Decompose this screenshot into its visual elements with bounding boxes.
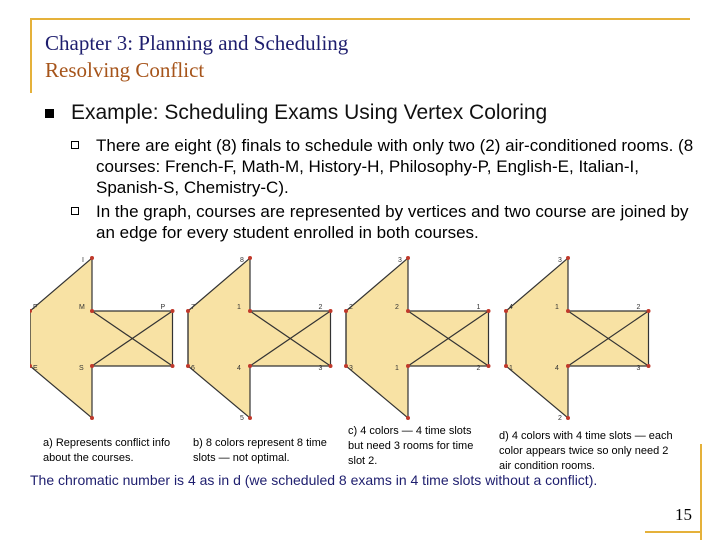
graph-4-label: 2 (636, 304, 641, 311)
graph-3-label: 2 (395, 304, 399, 311)
graph-1-vertex (90, 309, 94, 313)
graph-1-shape (30, 258, 173, 418)
subtitle-text: Resolving Conflict (45, 58, 205, 82)
footer-note: The chromatic number is 4 as in d (we scheduled 8 exams in 4 time slots without a conflict). (30, 472, 598, 488)
graph-3-label: 3 (398, 257, 402, 264)
graph-2-vertex (329, 364, 333, 368)
graph-2-label: 6 (191, 365, 195, 372)
graph-3-label: 1 (476, 304, 481, 311)
graph-2-label: 5 (240, 415, 244, 422)
hollow-square-bullet-icon (71, 141, 79, 149)
graph-3-vertex (406, 256, 410, 260)
graph-1-label: I (82, 257, 84, 264)
graph-1-label: E (33, 365, 38, 372)
main-bullet-text: Example: Scheduling Exams Using Vertex Coloring (71, 101, 548, 124)
graph-2-vertex (248, 416, 252, 420)
graph-4-vertex (504, 309, 508, 313)
graph-4-vertex (566, 256, 570, 260)
graph-1-vertex (90, 364, 94, 368)
frame-bottom-line (645, 531, 701, 533)
caption-d: d) 4 colors with 4 time slots — each color appears twice so only need 2 air condition rooms. (499, 430, 673, 472)
graph-4-label: 2 (558, 415, 562, 422)
graph-3-vertex (487, 309, 491, 313)
square-bullet-icon (45, 109, 54, 118)
graph-3-vertex (406, 309, 410, 313)
sub-bullet-2-text: In the graph, courses are represented by vertices and two course are joined by an edge for every student enrolled in both courses. (96, 202, 689, 242)
graph-2-vertex (248, 256, 252, 260)
graph-4-shape (506, 258, 649, 418)
graph-2-label: 1 (237, 304, 241, 311)
graph-4-vertex (504, 364, 508, 368)
graph-1-label: P (160, 304, 166, 311)
caption-b: b) 8 colors represent 8 time slots — not optimal. (193, 437, 327, 464)
page-number: 15 (675, 505, 692, 524)
sub-bullet-2 (96, 201, 696, 243)
graph-3-label: 2 (349, 304, 353, 311)
graph-4-label: 4 (555, 365, 559, 372)
graph-1-label: F (33, 304, 38, 311)
graph-3-label: 2 (476, 365, 481, 372)
graph-4-label: 1 (509, 365, 513, 372)
graph-1-vertex (90, 416, 94, 420)
graph-3-vertex (344, 364, 348, 368)
graph-2-shape (188, 258, 331, 418)
hollow-square-bullet-icon (71, 207, 79, 215)
graph-2-label: 8 (240, 257, 244, 264)
graph-3-vertex (487, 364, 491, 368)
graph-1-vertex (171, 309, 175, 313)
graph-1-label: S (79, 365, 84, 372)
sub-bullet-1 (96, 135, 696, 198)
graph-3-shape (346, 258, 489, 418)
frame-top-line (30, 18, 690, 20)
frame-right-line (700, 444, 702, 540)
graph-4-label: 1 (555, 304, 559, 311)
graph-3-label: 3 (349, 365, 353, 372)
graph-1-label: M (79, 304, 85, 311)
graph-4-label: 4 (509, 304, 513, 311)
graph-4-vertex (566, 416, 570, 420)
graph-2-label: 3 (318, 365, 323, 372)
graph-2-vertex (186, 364, 190, 368)
graph-3-vertex (344, 309, 348, 313)
graph-1-vertex (171, 364, 175, 368)
graph-4-vertex (647, 364, 651, 368)
graph-2-label: 2 (318, 304, 323, 311)
title-text: Chapter 3: Planning and Scheduling (45, 31, 349, 55)
graph-2-vertex (186, 309, 190, 313)
caption-a: a) Represents conflict info about the courses. (43, 437, 171, 464)
sub-bullet-1-text: There are eight (8) finals to schedule with only two (2) air-conditioned rooms. (8 courses: French-F, Math-M, History-H, Philosophy-P, English-E, Italian-I, Spanish-S, Chemistry-C). (96, 136, 694, 197)
graph-2-vertex (329, 309, 333, 313)
graph-4-label: 3 (558, 257, 562, 264)
caption-c: c) 4 colors — 4 time slots but need 3 rooms for time slot 2. (348, 425, 474, 467)
graph-4-vertex (566, 309, 570, 313)
graph-3-label: 1 (395, 365, 399, 372)
graph-4-vertex (647, 309, 651, 313)
graph-4-vertex (566, 364, 570, 368)
graph-4-label: 3 (636, 365, 641, 372)
graph-1-vertex (90, 256, 94, 260)
graph-2-label: 7 (191, 304, 195, 311)
frame-left-line (30, 18, 32, 93)
graph-2-vertex (248, 309, 252, 313)
graph-2-vertex (248, 364, 252, 368)
graph-2-label: 4 (237, 365, 241, 372)
graph-3-vertex (406, 364, 410, 368)
slide-title (45, 30, 348, 84)
graph-3-vertex (406, 416, 410, 420)
graph-figures (30, 248, 690, 448)
